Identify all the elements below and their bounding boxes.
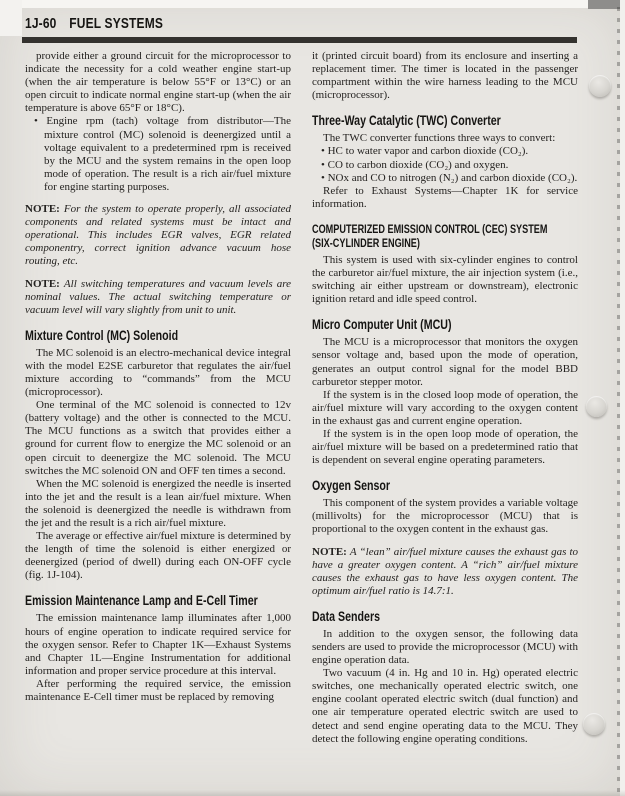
note-text: A “lean” air/fuel mixture causes the exhaust gas to have a greater oxygen content. A “rich” air/fuel mixture causes the exhaust gas to have less oxygen content. The optimum air/fuel ratio is 14.7:1. xyxy=(312,545,578,597)
heading-emission-maintenance: Emission Maintenance Lamp and E-Cell Timer xyxy=(25,592,258,609)
paragraph: Two vacuum (4 in. Hg and 10 in. Hg) operated electric switches, one mechanically operated electric switch, one engine coolant operated electric switch (dual function) and one air temperature operated electric switch are used to detect and send engine operating data to the MCU. They detect the following engine operating conditions. xyxy=(312,667,578,745)
page-header xyxy=(25,15,163,32)
bullet-item: • HC to water vapor and carbon dioxide (CO₂). xyxy=(312,145,578,158)
note xyxy=(25,278,291,317)
left-column xyxy=(25,50,291,746)
scan-edge-bottom xyxy=(0,790,625,796)
bullet-list xyxy=(25,115,291,194)
note-text: All switching temperatures and vacuum levels are nominal values. The actual switching temperature or vacuum level will vary slightly from unit to unit. xyxy=(25,277,292,316)
binding-perforation-marks xyxy=(617,0,620,796)
punch-hole-dot xyxy=(589,75,611,97)
heading-oxygen-sensor: Oxygen Sensor xyxy=(312,477,391,494)
page-title: FUEL SYSTEMS xyxy=(69,15,164,32)
paragraph: This system is used with six-cylinder engines to control the carburetor air/fuel mixture, the air injection system (i.e., switching air either upstream or downstream), electronic ignition retard and idle speed control. xyxy=(312,253,578,306)
paragraph: The emission maintenance lamp illuminates after 1,000 hours of engine operation to indicate required service for the oxygen sensor. Refer to Chapter 1K—Exhaust Systems and Chapter 1L—Engine Instrumentation for additional information and proper service procedure at this interval. xyxy=(25,612,291,677)
scan-edge-right xyxy=(620,0,625,796)
scan-edge-top xyxy=(0,0,625,8)
paragraph: The average or effective air/fuel mixture is determined by the length of time the solenoid is either energized or deenergized (period of dwell) during each ON-OFF cycle (fig. 1J-104). xyxy=(25,530,291,582)
paragraph: This component of the system provides a variable voltage (millivolts) for the microprocessor (MCU) that is proportional to the oxygen content in the exhaust gas. xyxy=(312,497,578,536)
bullet-list xyxy=(312,145,578,184)
paragraph: The MCU is a microprocessor that monitors the oxygen sensor voltage and, based upon the mode of operation, generates an output control signal for the model BBD carburetor stepper motor. xyxy=(312,336,578,388)
paragraph: it (printed circuit board) from its enclosure and inserting a replacement timer. The timer is located in the passenger compartment within the wire harness leading to the MCU (microprocessor). xyxy=(312,50,578,102)
heading-mixture-control-solenoid: Mixture Control (MC) Solenoid xyxy=(25,326,179,343)
note-label: NOTE: xyxy=(25,203,60,216)
heading-line: (SIX-CYLINDER ENGINE) xyxy=(312,235,420,250)
paragraph: When the MC solenoid is energized the needle is inserted into the jet and the result is a lean air/fuel mixture. When the solenoid is deenergized the needle is withdrawn from the jet and the result is a rich air/fuel mixture. xyxy=(25,477,291,529)
paragraph: The MC solenoid is an electro-mechanical device integral with the model E2SE carburetor that regulates the air/fuel mixture according to “commands” from the MCU (microprocessor). xyxy=(25,346,291,399)
paragraph: If the system is in the closed loop mode of operation, the air/fuel mixture will vary according to the oxygen content in the exhaust gas and current engine operation. xyxy=(312,388,578,427)
paragraph: The TWC converter functions three ways to convert: xyxy=(323,132,556,145)
bullet-item: • CO to carbon dioxide (CO₂) and oxygen. xyxy=(312,159,578,172)
paragraph: Refer to Exhaust Systems—Chapter 1K for service information. xyxy=(312,184,578,210)
note xyxy=(25,203,291,268)
heading-data-senders: Data Senders xyxy=(312,607,381,624)
bullet-item: • Engine rpm (tach) voltage from distributor—The mixture control (MC) solenoid is deenergized until a voltage equivalent to a predetermined rpm is received by the MCU and the system remains in the open loop mode of operation. The result is a rich air/fuel mixture for engine starting purposes. xyxy=(25,115,291,194)
page-body xyxy=(25,50,578,746)
header-rule xyxy=(22,37,577,43)
paragraph: If the system is in the open loop mode of operation, the air/fuel mixture will be based on a predetermined ratio that is dependent on several engine operating parameters. xyxy=(312,427,578,467)
note-text: For the system to operate properly, all associated components and related systems must be intact and operational. This includes EGR valves, EGR related componentry, correct ignition advance vacuum hose routing, etc. xyxy=(25,203,292,268)
paragraph: In addition to the oxygen sensor, the following data senders are used to provide the microprocessor (MCU) with engine operation data. xyxy=(312,627,578,667)
bullet-item: • NOx and CO to nitrogen (N₂) and carbon dioxide (CO₂). xyxy=(312,172,578,185)
page-number: 1J-60 xyxy=(25,15,57,32)
heading-twc-converter: Three-Way Catalytic (TWC) Converter xyxy=(312,112,501,129)
note-label: NOTE: xyxy=(25,277,60,290)
right-column xyxy=(312,50,578,746)
punch-hole-dot xyxy=(583,713,605,735)
paragraph: One terminal of the MC solenoid is connected to 12v (battery voltage) and the other is connected to the MCU. The MCU functions as a switch that provides either a ground for current flow to energize the MC solenoid or an open circuit to deenergize the MC solenoid. The MCU switches the MC solenoid ON and OFF ten times a second. xyxy=(25,399,291,477)
note-label: NOTE: xyxy=(312,545,347,558)
paragraph: After performing the required service, the emission maintenance E-Cell timer must be replaced by removing xyxy=(25,677,291,704)
punch-hole-dot xyxy=(586,396,607,417)
scan-corner-top-left xyxy=(0,0,22,36)
heading-line: COMPUTERIZED EMISSION CONTROL (CEC) SYSTEM xyxy=(312,221,548,236)
paragraph: provide either a ground circuit for the microprocessor to indicate the necessity for a cold weather engine start-up (when the air temperature is below 55°F or 13°C) or an open circuit to indicate normal engine start-up (when the air temperature is above 65°F or 18°C). xyxy=(25,50,291,115)
note xyxy=(312,546,578,598)
heading-mcu: Micro Computer Unit (MCU) xyxy=(312,316,452,333)
heading-cec-system xyxy=(312,222,581,250)
